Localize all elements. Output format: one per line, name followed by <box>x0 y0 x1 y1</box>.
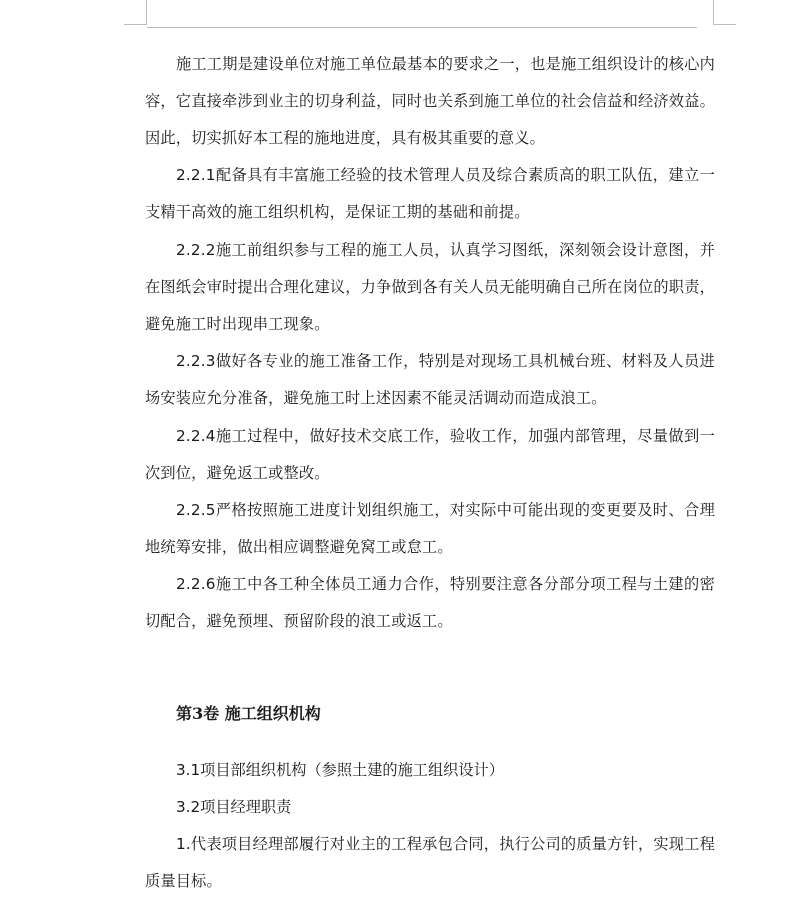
section-3-2: 3.2项目经理职责 <box>176 798 292 816</box>
margin-corner-mark-right <box>713 0 736 25</box>
paragraph-2-2-6: 2.2.6施工中各工种全体员工通力合作，特别要注意各分部分项工程与土建的密切配合，避免预埋、预留阶段的浪工或返工。 <box>145 575 715 631</box>
margin-corner-mark-left <box>124 0 147 25</box>
paragraph-2-2-3: 2.2.3做好各专业的施工准备工作，特别是对现场工具机械台班、材料及人员进场安装应允分准备，避免施工时上述因素不能灵活调动而造成浪工。 <box>145 352 715 408</box>
paragraph-2-2-1: 2.2.1配备具有丰富施工经验的技术管理人员及综合素质高的职工队伍，建立一支精干高效的施工组织机构，是保证工期的基础和前提。 <box>145 166 715 222</box>
paragraph-intro: 施工工期是建设单位对施工单位最基本的要求之一，也是施工组织设计的核心内容，它直接牵涉到业主的切身利益，同时也关系到施工单位的社会信益和经济效益。因此，切实抓好本工程的施地进度，具有极其重要的意义。 <box>145 55 715 148</box>
paragraph-2-2-4: 2.2.4施工过程中，做好技术交底工作，验收工作，加强内部管理，尽量做到一次到位，避免返工或整改。 <box>145 427 715 483</box>
chapter-heading: 第3卷 施工组织机构 <box>176 704 321 723</box>
paragraph-2-2-2: 2.2.2施工前组织参与工程的施工人员，认真学习图纸，深刻领会设计意图，并在图纸会审时提出合理化建议，力争做到各有关人员无能明确自己所在岗位的职责，避免施工时出现串工现象。 <box>145 241 715 334</box>
section-3-1: 3.1项目部组织机构（参照土建的施工组织设计） <box>176 761 504 779</box>
paragraph-2-2-5: 2.2.5严格按照施工进度计划组织施工，对实际中可能出现的变更要及时、合理地统筹安排，做出相应调整避免窝工或怠工。 <box>145 501 715 557</box>
paragraph-duty-1: 1.代表项目经理部履行对业主的工程承包合同，执行公司的质量方针，实现工程质量目标。 <box>145 835 715 891</box>
header-rule <box>147 27 697 28</box>
